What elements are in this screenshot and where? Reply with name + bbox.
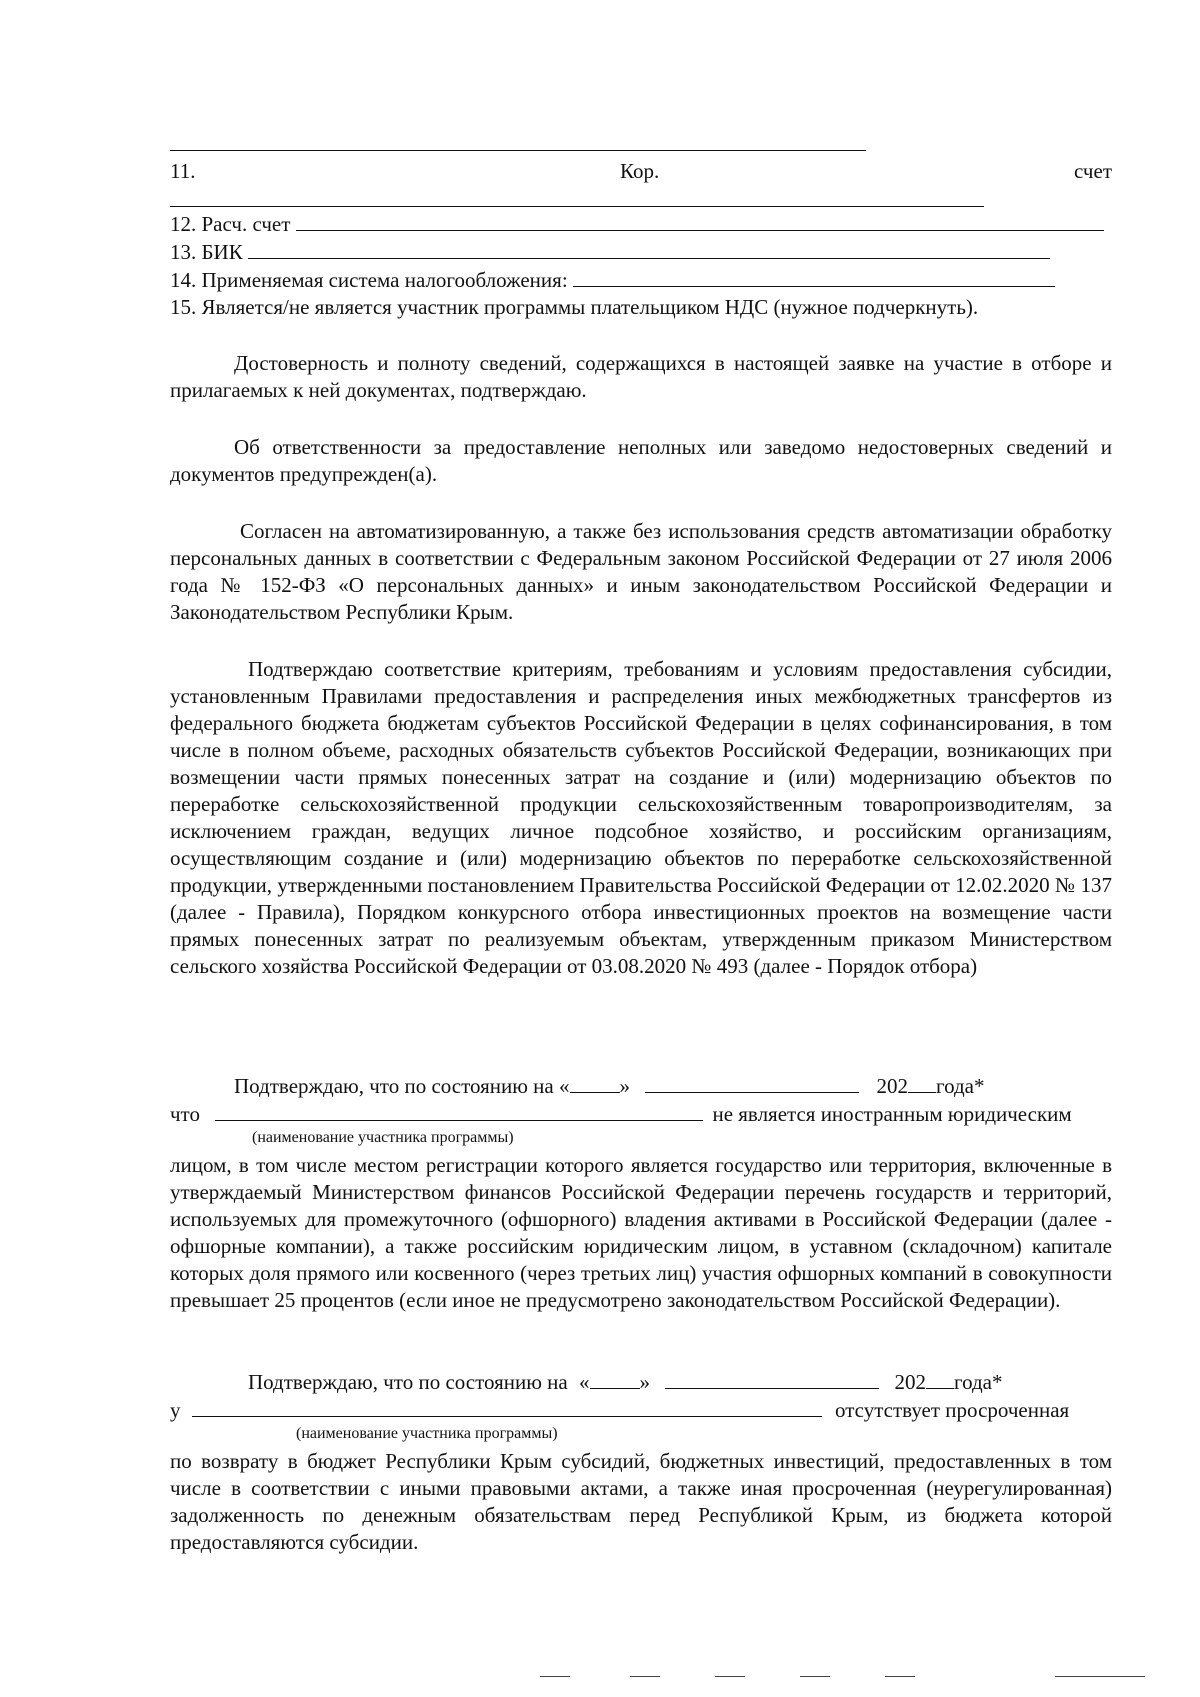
confirm1-day-blank[interactable] xyxy=(570,1072,620,1093)
confirm1-lead: Подтверждаю, что по состоянию на xyxy=(234,1074,554,1098)
scan-artifact xyxy=(800,1676,830,1677)
confirm1-quote-open: « xyxy=(559,1074,570,1098)
confirm2-year-suffix: года* xyxy=(954,1370,1003,1394)
confirm1-participant-blank[interactable] xyxy=(215,1100,703,1121)
confirm2-lead: Подтверждаю, что по состоянию на xyxy=(248,1370,568,1394)
confirm1-not-foreign: не является иностранным юридическим xyxy=(712,1102,1072,1126)
confirm1-date-row xyxy=(170,1072,1112,1100)
item13-blank[interactable] xyxy=(248,238,1050,259)
item14-blank[interactable] xyxy=(573,266,1055,287)
confirm1-year: 202 xyxy=(876,1074,908,1098)
paragraph-consent-text: Согласен на автоматизированную, а также без использования средств автоматизации обработку персональных данных в соответствии с Федеральным законом Российской Федерации от 27 июля 2006 года № 152-ФЗ «О персональных данных» и иным законодательством Российской Федерации и Законодательством Республики Крым. xyxy=(170,519,1112,624)
scan-artifact xyxy=(715,1676,745,1677)
confirm2-name-row xyxy=(170,1396,1112,1424)
confirm1-month-blank[interactable] xyxy=(645,1072,859,1093)
paragraph-criteria xyxy=(170,656,1112,980)
item11-number: 11. xyxy=(170,159,196,183)
paragraph-criteria-text: Подтверждаю соответствие критериям, требованиям и условиям предоставления субсидии, установленным Правилами предоставления и распределения иных межбюджетных трансфертов из федерального бюджета бюджетам субъектов Российской Федерации в целях софинансирования, в том числе в полном объеме, расходных обязательств субъектов Российской Федерации, возникающих при возмещении части прямых понесенных затрат на создание и (или) модернизацию объектов по переработке сельскохозяйственной продукции сельскохозяйственным товаропроизводителям, за исключением граждан, ведущих личное подсобное хозяйство, и российским организациям, осуществляющим создание и (или) модернизацию объектов по переработке сельскохозяйственной продукции, утвержденными постановлением Правительства Российской Федерации от 12.02.2020 № 137 (далее - Правила), Порядком конкурсного отбора инвестиционных проектов на возмещение части прямых понесенных затрат по реализуемым объектам, утвержденным приказом Министерством сельского хозяйства Российской Федерации от 03.08.2020 № 493 (далее - Порядок отбора) xyxy=(170,657,1112,978)
confirm2-day-blank[interactable] xyxy=(590,1368,640,1389)
paragraph-responsibility-text: Об ответственности за предоставление неполных или заведомо недостоверных сведений и документов предупрежден(а). xyxy=(170,435,1112,486)
confirm2-quote-open: « xyxy=(579,1370,590,1394)
item11-row xyxy=(170,158,1112,185)
item13-label: 13. БИК xyxy=(170,240,243,264)
item15-label: 15. Является/не является участник программы плательщиком НДС (нужное подчеркнуть). xyxy=(170,295,979,319)
confirm2-participant-blank[interactable] xyxy=(192,1396,822,1417)
confirm1-what: что xyxy=(170,1102,200,1126)
confirm2-absent: отсутствует просроченная xyxy=(835,1398,1070,1422)
paragraph-responsibility xyxy=(170,434,1112,488)
item12-blank[interactable] xyxy=(296,210,1104,231)
confirm2-quote-close: » xyxy=(639,1370,650,1394)
item11-corr-label: Кор. xyxy=(620,159,660,183)
confirm1-name-row xyxy=(170,1100,1112,1128)
item13-row xyxy=(170,238,1112,266)
item12-row xyxy=(170,210,1112,238)
paragraph-consent xyxy=(170,518,1112,626)
confirm1-caption: (наименование участника программы) xyxy=(252,1129,514,1146)
confirm2-year-blank[interactable] xyxy=(926,1368,954,1389)
scan-artifact xyxy=(540,1676,570,1677)
confirm1-quote-close: » xyxy=(619,1074,630,1098)
rule-item11-blank xyxy=(170,206,984,207)
item12-label: 12. Расч. счет xyxy=(170,212,291,236)
scan-artifact xyxy=(885,1676,915,1677)
confirm2-body-text: по возврату в бюджет Республики Крым субсидий, бюджетных инвестиций, предоставленных в том числе в соответствии с иными правовыми актами, а также иная просроченная (неурегулированная) задолженность по денежным обязательствам перед Республикой Крым, из бюджета которой предоставляются субсидии. xyxy=(170,1449,1112,1554)
item14-row xyxy=(170,266,1112,294)
confirm1-body xyxy=(170,1152,1112,1314)
paragraph-accuracy-text: Достоверность и полноту сведений, содержащихся в настоящей заявке на участие в отборе и прилагаемых к ней документах, подтверждаю. xyxy=(170,351,1112,402)
scan-artifact xyxy=(1055,1676,1145,1677)
confirm2-year: 202 xyxy=(894,1370,926,1394)
confirm2-body xyxy=(170,1448,1112,1556)
confirm2-date-row xyxy=(170,1368,1112,1396)
confirm1-year-suffix: года* xyxy=(936,1074,985,1098)
rule-above-item11 xyxy=(170,150,866,151)
item11-account-label: счет xyxy=(1074,159,1112,183)
item15-row xyxy=(170,294,1112,321)
scan-artifact xyxy=(630,1676,660,1677)
confirm2-caption: (наименование участника программы) xyxy=(296,1425,558,1442)
confirm2-at: у xyxy=(170,1398,181,1422)
confirm1-body-text: лицом, в том числе местом регистрации которого является государство или территория, включенные в утверждаемый Министерством финансов Российской Федерации перечень государств и территорий, используемых для промежуточного (офшорного) владения активами в Российской Федерации (далее - офшорные компании), а также российским юридическим лицом, в уставном (складочном) капитале которых доля прямого или косвенного (через третьих лиц) участия офшорных компаний в совокупности превышает 25 процентов (если иное не предусмотрено законодательством Российской Федерации). xyxy=(170,1153,1112,1312)
confirm2-month-blank[interactable] xyxy=(665,1368,879,1389)
confirm1-year-blank[interactable] xyxy=(908,1072,936,1093)
item14-label: 14. Применяемая система налогообложения: xyxy=(170,268,568,292)
paragraph-accuracy xyxy=(170,350,1112,404)
